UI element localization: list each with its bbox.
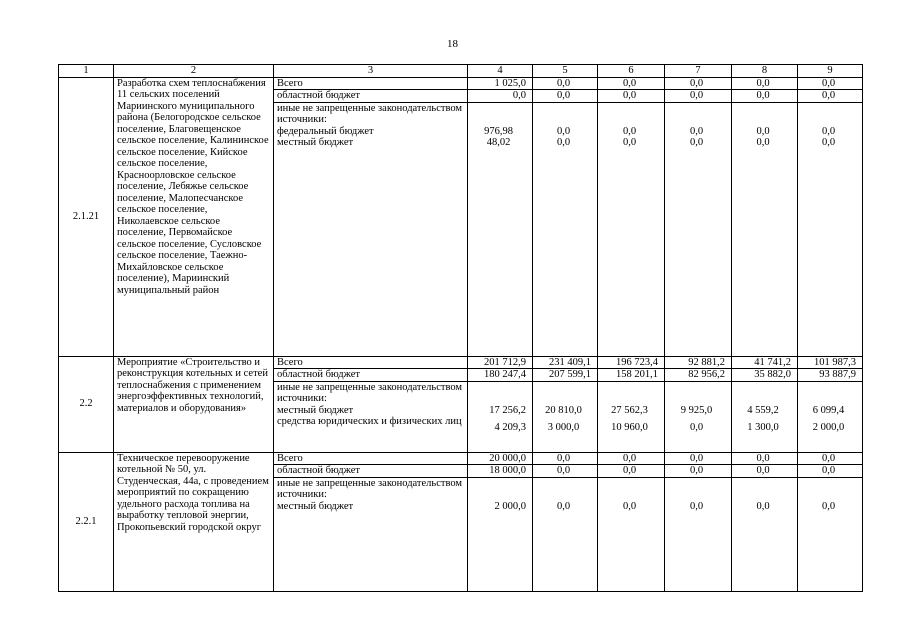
value-cell: 0,0: [798, 77, 863, 90]
value-cell: 35 882,0: [732, 369, 798, 382]
value-cell: 0,0: [665, 477, 732, 591]
value-cell: 196 723,4: [598, 356, 665, 369]
table-row: [59, 77, 863, 90]
value-cell: 4 559,2 1 300,0: [732, 381, 798, 452]
source-label: областной бюджет: [274, 369, 468, 382]
value-cell: 0,0: [732, 477, 798, 591]
value-cell: 158 201,1: [598, 369, 665, 382]
value-cell: 93 887,9: [798, 369, 863, 382]
value-cell: 0,0: [665, 465, 732, 478]
measure-name: Техническое перевооружение котельной № 50, ул. Студенческая, 44а, с проведением мероприятий по сокращению удельного расхода топлива на выработку тепловой энергии, Прокопьевский городской округ: [114, 452, 274, 591]
header-cell: 4: [468, 65, 533, 78]
value-cell: 0,0: [798, 465, 863, 478]
value-cell: 6 099,4 2 000,0: [798, 381, 863, 452]
value-cell: 976,98 48,02: [468, 102, 533, 356]
row-id: 2.2.1: [59, 452, 114, 591]
value-cell: 20 000,0: [468, 452, 533, 465]
value-cell: 0,0 0,0: [533, 102, 598, 356]
measure-name: Мероприятие «Строительство и реконструкция котельных и сетей теплоснабжения с применением энергоэффективных технологий, материалов и оборудования»: [114, 356, 274, 452]
value-cell: 0,0 0,0: [798, 102, 863, 356]
value-cell: 9 925,0 0,0: [665, 381, 732, 452]
value-cell: 0,0: [533, 465, 598, 478]
value-cell: 41 741,2: [732, 356, 798, 369]
source-label: областной бюджет: [274, 90, 468, 103]
value-cell: 0,0: [598, 477, 665, 591]
header-cell: 6: [598, 65, 665, 78]
value-cell: 0,0: [665, 77, 732, 90]
row-id: 2.1.21: [59, 77, 114, 356]
value-cell: 0,0 0,0: [732, 102, 798, 356]
page-number: 18: [447, 38, 458, 50]
table-row: [59, 452, 863, 465]
value-cell: 82 956,2: [665, 369, 732, 382]
value-cell: 0,0 0,0: [598, 102, 665, 356]
value-cell: 0,0: [468, 90, 533, 103]
value-cell: 17 256,2 4 209,3: [468, 381, 533, 452]
value-cell: 0,0: [665, 90, 732, 103]
header-row: [59, 65, 863, 78]
value-cell: 0,0: [598, 90, 665, 103]
measure-name: Разработка схем теплоснабжения 11 сельских поселений Мариинского муниципального района (Белогородское сельское поселение, Благовещенское сельское поселение, Калининское сельское поселение, Кийское сельское поселение, Красноорловское сельское поселение, Лебяжье сельское поселение, Малопесчанское сельское поселение, Николаевское сельское поселение, Первомайское сельское поселение, Сусловское сельское поселение, Таежно-Михайловское сельское поселение), Мариинский муниципальный район: [114, 77, 274, 356]
value-cell: 231 409,1: [533, 356, 598, 369]
value-cell: 201 712,9: [468, 356, 533, 369]
value-cell: 0,0: [533, 452, 598, 465]
value-cell: 0,0: [732, 452, 798, 465]
value-cell: 0,0: [732, 465, 798, 478]
source-label: Всего: [274, 356, 468, 369]
value-cell: 180 247,4: [468, 369, 533, 382]
value-cell: 0,0: [732, 77, 798, 90]
value-cell: 92 881,2: [665, 356, 732, 369]
header-cell: 7: [665, 65, 732, 78]
source-label: Всего: [274, 77, 468, 90]
value-cell: 0,0: [598, 77, 665, 90]
value-cell: 0,0: [798, 90, 863, 103]
value-cell: 207 599,1: [533, 369, 598, 382]
value-cell: 0,0: [798, 477, 863, 591]
header-cell: 3: [274, 65, 468, 78]
value-cell: 0,0: [533, 90, 598, 103]
row-id: 2.2: [59, 356, 114, 452]
value-cell: 0,0: [533, 77, 598, 90]
value-cell: 0,0: [533, 477, 598, 591]
value-cell: 18 000,0: [468, 465, 533, 478]
source-label: Всего: [274, 452, 468, 465]
funding-table: [58, 64, 863, 592]
value-cell: 0,0: [798, 452, 863, 465]
value-cell: 0,0: [598, 452, 665, 465]
header-cell: 2: [114, 65, 274, 78]
value-cell: 2 000,0: [468, 477, 533, 591]
value-cell: 101 987,3: [798, 356, 863, 369]
source-list: иные не запрещенные законодательством источники: местный бюджет: [274, 477, 468, 591]
value-cell: 0,0: [665, 452, 732, 465]
source-list: иные не запрещенные законодательством источники: федеральный бюджет местный бюджет: [274, 102, 468, 356]
table-row: [59, 356, 863, 369]
header-cell: 8: [732, 65, 798, 78]
value-cell: 20 810,0 3 000,0: [533, 381, 598, 452]
source-label: областной бюджет: [274, 465, 468, 478]
value-cell: 0,0: [732, 90, 798, 103]
header-cell: 9: [798, 65, 863, 78]
value-cell: 0,0 0,0: [665, 102, 732, 356]
header-cell: 1: [59, 65, 114, 78]
source-list: иные не запрещенные законодательством источники: местный бюджет средства юридических и физических лиц: [274, 381, 468, 452]
value-cell: 27 562,3 10 960,0: [598, 381, 665, 452]
value-cell: 1 025,0: [468, 77, 533, 90]
header-cell: 5: [533, 65, 598, 78]
value-cell: 0,0: [598, 465, 665, 478]
